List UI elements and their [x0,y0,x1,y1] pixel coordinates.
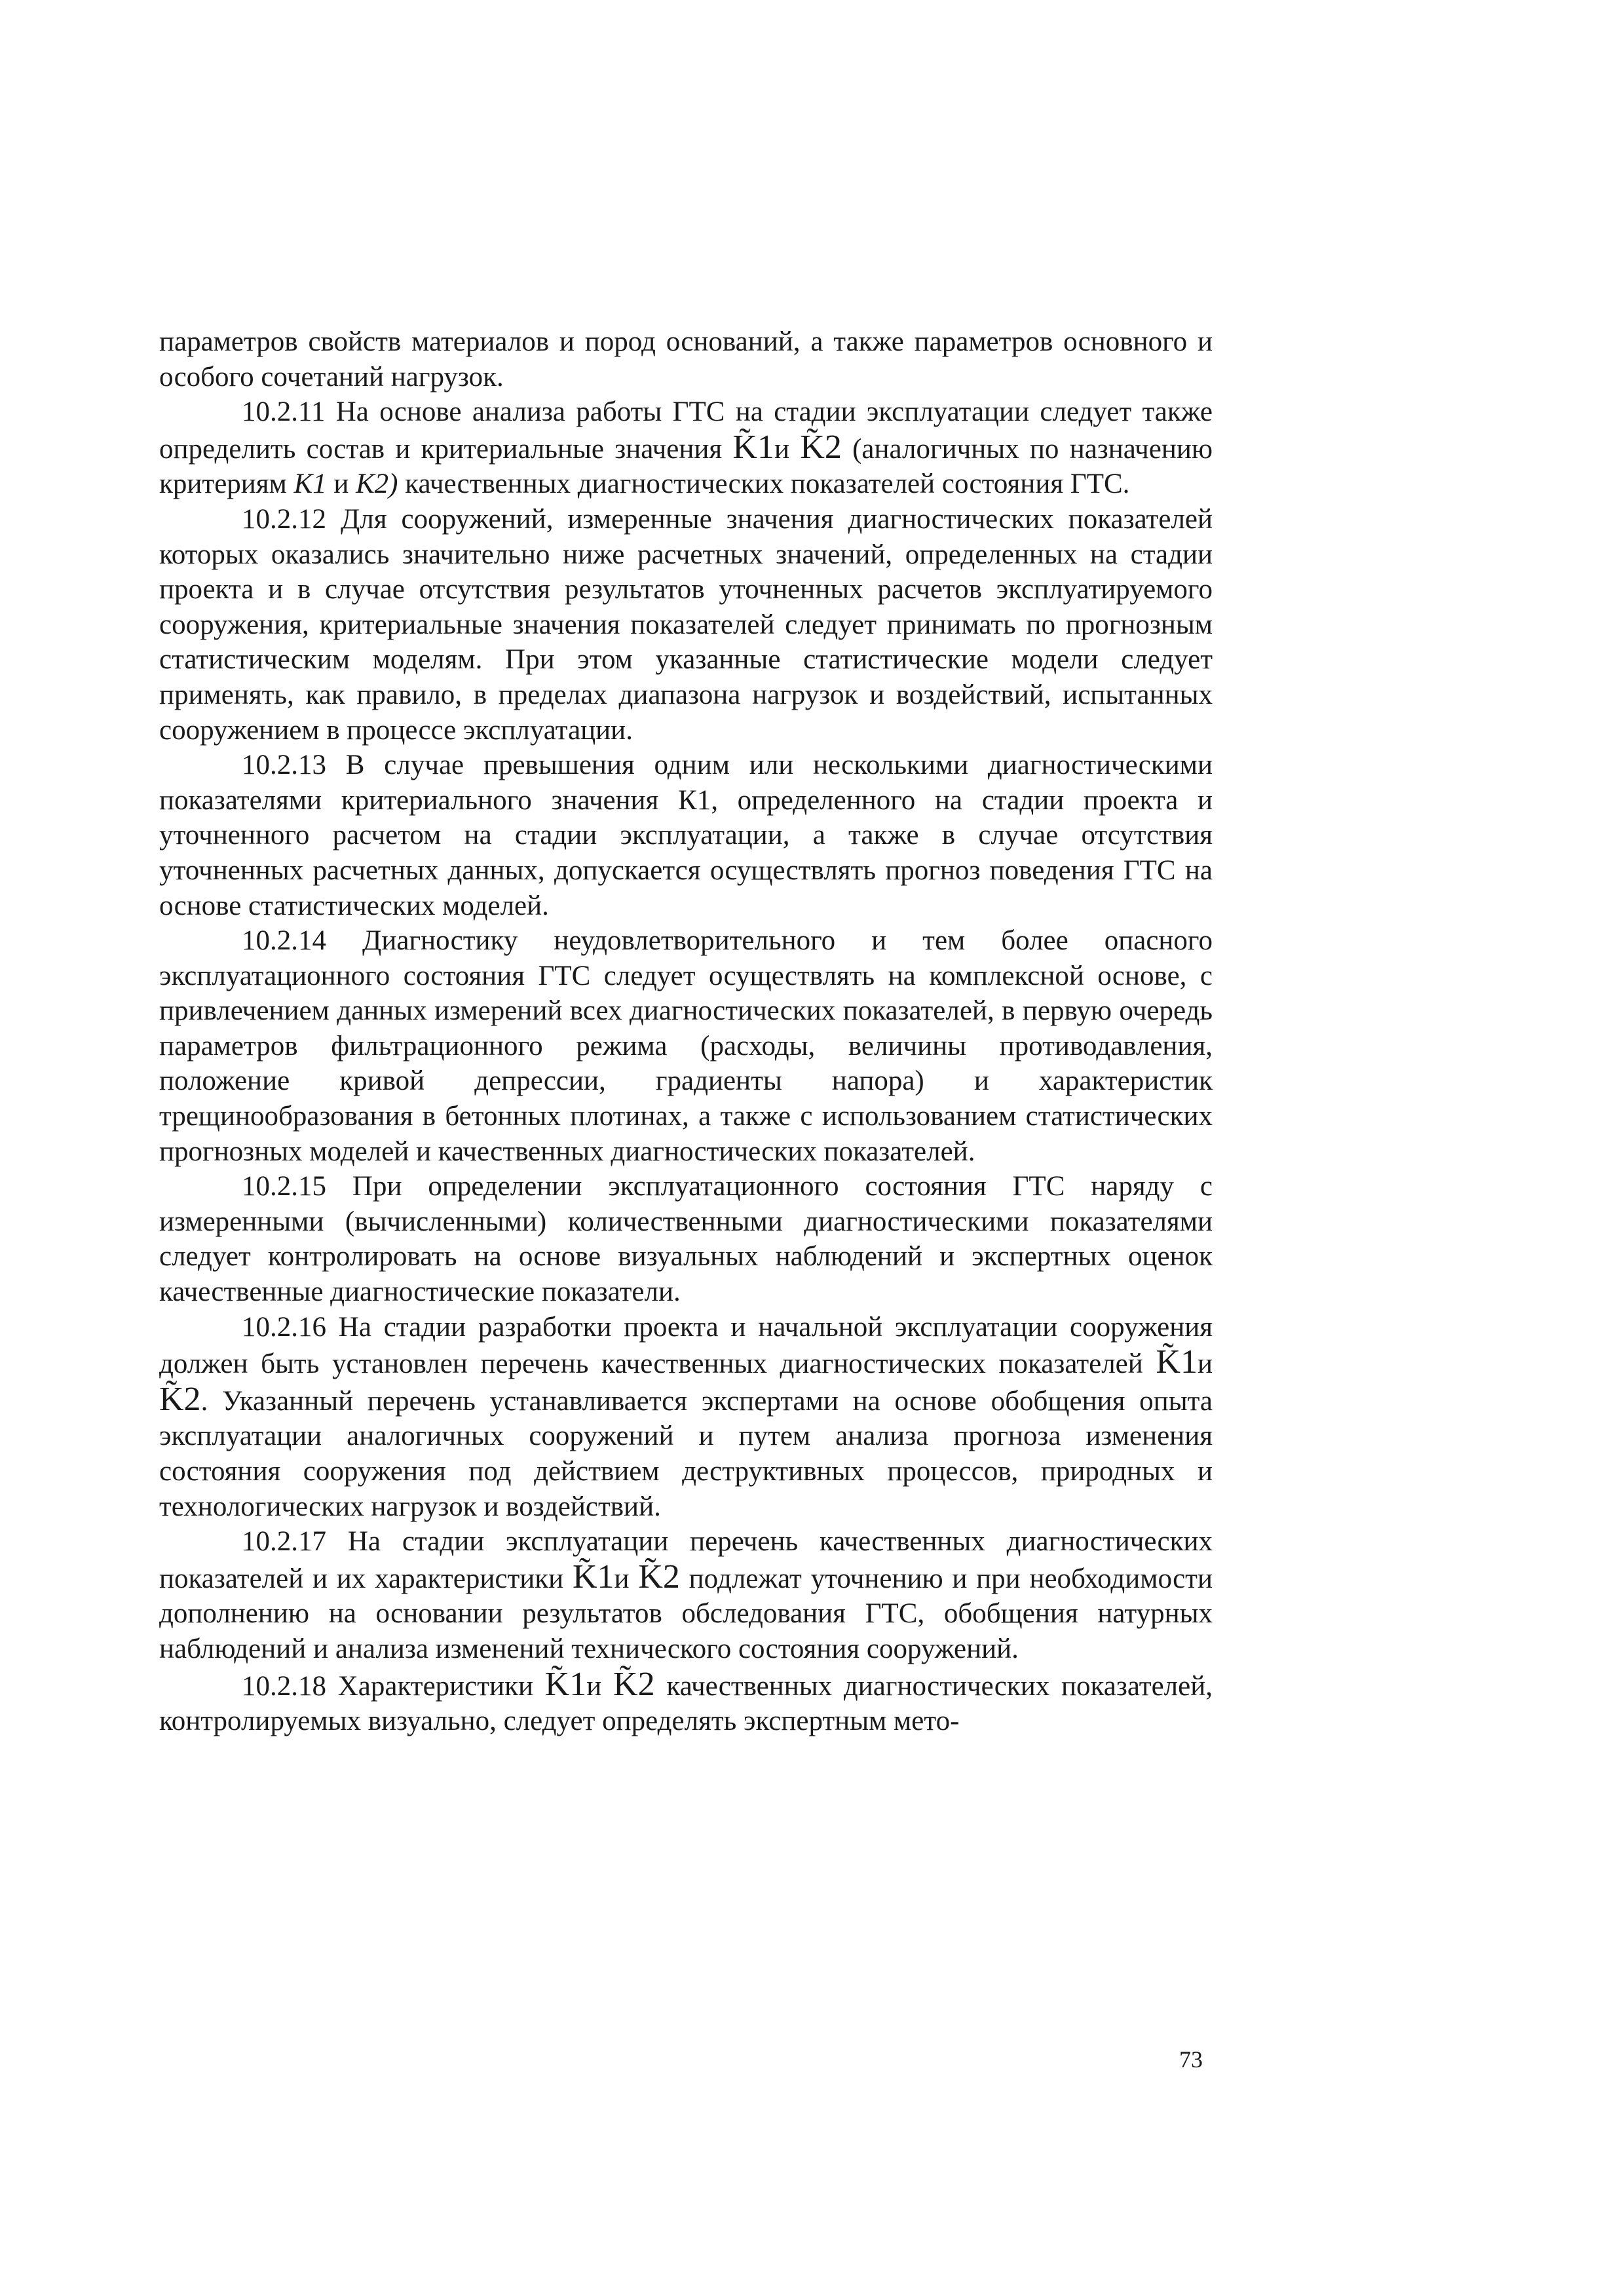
text-run: и [614,1563,639,1594]
criterion-symbol: K̃2 [800,428,842,466]
text-run: и [586,1670,614,1702]
criterion-symbol: K̃1 [1156,1343,1198,1381]
paragraph: 10.2.15 При определении эксплуатационного состояния ГТС наряду с измеренными (вычисленными) количественными диагностическими показателями следует контролировать на основе визуальных наблюдений и экспертных оценок качественные диагностические показатели. [159,1171,1213,1308]
text-run: 10.2.16 На стадии разработки проекта и начальной эксплуатации сооружения должен быть установлен перечень качественных диагностических показателей [159,1311,1213,1380]
text-run: качественных диагностических показателей состояния ГТС. [398,469,1130,500]
document-body [159,324,1213,1739]
paragraph [159,1524,1213,1666]
text-run: и [1197,1349,1213,1380]
criterion-symbol: K̃1 [572,1558,614,1596]
italic-run: К1 [293,469,327,500]
paragraph: 10.2.12 Для сооружений, измеренные значения диагностических показателей которых оказались значительно ниже расчетных значений, определенных на стадии проекта и в случае отсутствия результатов уточненных расчетов эксплуатируемого сооружения, критериальные значения показателей следует принимать по прогнозным статистическим моделям. При этом указанные статистические модели следует применять, как правило, в пределах диапазона нагрузок и воздействий, испытанных сооружением в процессе эксплуатации. [159,503,1213,746]
criterion-symbol: K̃1 [732,428,774,466]
text-run: 10.2.18 Характеристики [242,1670,545,1702]
criterion-symbol: K̃2 [613,1665,655,1703]
paragraph [159,1667,1213,1739]
paragraph [159,1310,1213,1525]
text-run: подлежат уточнению и при необходимости дополнению на основании результатов обследования ГТС, обобщения натурных наблюдений и анализа изменений технического состояния сооружений. [159,1563,1213,1664]
criterion-symbol: K̃2 [638,1558,680,1596]
italic-run: К2) [356,469,398,500]
text-run: качественных диагностических показателей, контролируемых визуально, следует определять экспертным мето- [159,1670,1213,1737]
text-run: . Указанный перечень устанавливается экспертами на основе обобщения опыта эксплуатации аналогичных сооружений и путем анализа прогноза изменения состояния сооружения под действием деструктивных процессов, природных и технологических нагрузок и воздействий. [159,1385,1213,1522]
text-run: и [326,469,356,500]
text-run: 10.2.11 На основе анализа работы ГТС на стадии эксплуатации следует также определить состав и критериальные значения [159,396,1213,465]
criterion-symbol: K̃2 [159,1380,201,1418]
criterion-symbol: K̃1 [544,1665,587,1703]
paragraph: 10.2.14 Диагностику неудовлетворительного и тем более опасного эксплуатационного состояния ГТС следует осуществлять на комплексной основе, с привлечением данных измерений всех диагностических показателей, в первую очередь параметров фильтрационного режима (расходы, величины противодавления, положение кривой депрессии, градиенты напора) и характеристик трещинообразования в бетонных плотинах, а также с использованием статистических прогнозных моделей и качественных диагностических показателей. [159,925,1213,1167]
text-run: (аналогичных по назначению критериям [159,433,1213,500]
paragraph: 10.2.13 В случае превышения одним или несколькими диагностическими показателями критериального значения К1, определенного на стадии проекта и уточненного расчетом на стадии эксплуатации, а также в случае отсутствия уточненных расчетных данных, допускается осуществлять прогноз поведения ГТС на основе статистических моделей. [159,750,1213,921]
paragraph: параметров свойств материалов и пород оснований, а также параметров основного и особого сочетаний нагрузок. [159,326,1213,392]
page-number: 73 [1179,2046,1203,2073]
text-run: 10.2.17 На стадии эксплуатации перечень качественных диагностических показателей и их характеристики [159,1526,1213,1594]
paragraph [159,394,1213,502]
text-run: и [774,433,801,465]
